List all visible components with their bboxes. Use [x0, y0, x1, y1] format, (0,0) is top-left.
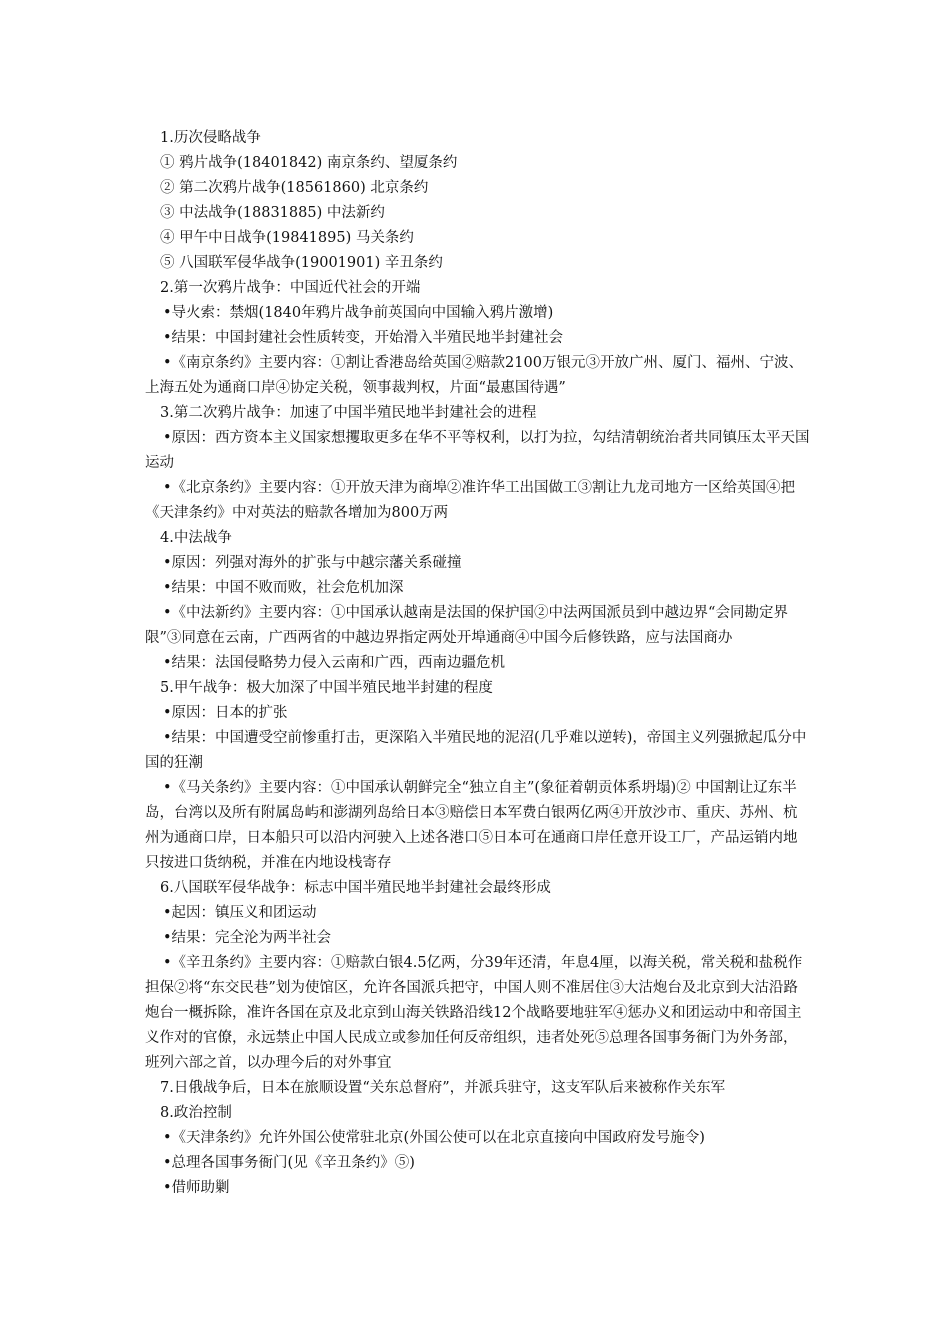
war-list-item: ③ 中法战争(18831885) 中法新约 — [160, 205, 385, 221]
bullet-point: •《中法新约》主要内容：①中国承认越南是法国的保护国②中法两国派员到中越边界“会同勘定界限”③同意在云南，广西两省的中越边界指定两处开埠通商④中国今后修铁路，应与法国商办 — [145, 605, 788, 646]
section-heading: 2.第一次鸦片战争：中国近代社会的开端 — [160, 280, 421, 296]
bullet-point: •结果：完全沦为两半社会 — [163, 930, 332, 946]
section-heading: 4.中法战争 — [160, 530, 232, 546]
bullet-point: •《马关条约》主要内容：①中国承认朝鲜完全“独立自主”(象征着朝贡体系坍塌)② 中国割让辽东半岛，台湾以及所有附属岛屿和澎湖列岛给日本③赔偿日本军费白银两亿两④开放沙市、重庆、苏州、杭州为通商口岸，日本船只可以沿内河驶入上述各港口⑤日本可在通商口岸任意开设工厂，产品运销内地只按进口货纳税，并准在内地设栈寄存 — [145, 780, 798, 871]
section-heading: 3.第二次鸦片战争：加速了中国半殖民地半封建社会的进程 — [160, 405, 537, 421]
bullet-point: •《南京条约》主要内容：①割让香港岛给英国②赔款2100万银元③开放广州、厦门、福州、宁波、上海五处为通商口岸④协定关税，领事裁判权，片面“最惠国待遇” — [145, 355, 803, 396]
bullet-point: •《辛丑条约》主要内容：①赔款白银4.5亿两，分39年还清，年息4厘，以海关税，常关税和盐税作担保②将“东交民巷”划为使馆区，允许各国派兵把守，中国人则不准居住③大沽炮台及北京到大沽沿路炮台一概拆除，准许各国在京及北京到山海关铁路沿线12个战略要地驻军④惩办义和团运动中和帝国主义作对的官僚，永远禁止中国人民成立或参加任何反帝组织，违者处死⑤总理各国事务衙门为外务部，班列六部之首，以办理今后的对外事宜 — [145, 955, 803, 1071]
bullet-point: •结果：法国侵略势力侵入云南和广西，西南边疆危机 — [163, 655, 506, 671]
section-heading: 8.政治控制 — [160, 1105, 232, 1121]
document-body — [145, 126, 810, 1201]
bullet-point: •总理各国事务衙门(见《辛丑条约》⑤) — [163, 1155, 415, 1171]
section-heading: 6.八国联军侵华战争：标志中国半殖民地半封建社会最终形成 — [160, 880, 551, 896]
bullet-point: •结果：中国遭受空前惨重打击，更深陷入半殖民地的泥沼(几乎难以逆转)，帝国主义列强掀起瓜分中国的狂潮 — [145, 730, 807, 771]
section-heading: 5.甲午战争：极大加深了中国半殖民地半封建的程度 — [160, 680, 493, 696]
bullet-point: •原因：西方资本主义国家想攫取更多在华不平等权利，以打为拉，勾结清朝统治者共同镇压太平天国运动 — [145, 430, 810, 471]
section-heading: 1.历次侵略战争 — [160, 130, 261, 146]
bullet-point: •《北京条约》主要内容：①开放天津为商埠②准许华工出国做工③割让九龙司地方一区给英国④把《天津条约》中对英法的赔款各增加为800万两 — [145, 480, 796, 521]
bullet-point: •起因：镇压义和团运动 — [163, 905, 317, 921]
bullet-point: •原因：日本的扩张 — [163, 705, 288, 721]
war-list-item: ⑤ 八国联军侵华战争(19001901) 辛丑条约 — [160, 255, 443, 271]
bullet-point: •《天津条约》允许外国公使常驻北京(外国公使可以在北京直接向中国政府发号施令) — [163, 1130, 705, 1146]
war-list-item: ① 鸦片战争(18401842) 南京条约、望厦条约 — [160, 155, 458, 171]
bullet-point: •导火索：禁烟(1840年鸦片战争前英国向中国输入鸦片激增) — [163, 305, 554, 321]
war-list-item: ② 第二次鸦片战争(18561860) 北京条约 — [160, 180, 429, 196]
bullet-point: •原因：列强对海外的扩张与中越宗藩关系碰撞 — [163, 555, 462, 571]
war-list-item: ④ 甲午中日战争(19841895) 马关条约 — [160, 230, 414, 246]
bullet-point: •结果：中国封建社会性质转变，开始滑入半殖民地半封建社会 — [163, 330, 564, 346]
section-heading: 7.日俄战争后，日本在旅顺设置“关东总督府”，并派兵驻守，这支军队后来被称作关东军 — [160, 1080, 726, 1096]
bullet-point: •结果：中国不败而败，社会危机加深 — [163, 580, 404, 596]
bullet-point: •借师助剿 — [163, 1180, 230, 1196]
